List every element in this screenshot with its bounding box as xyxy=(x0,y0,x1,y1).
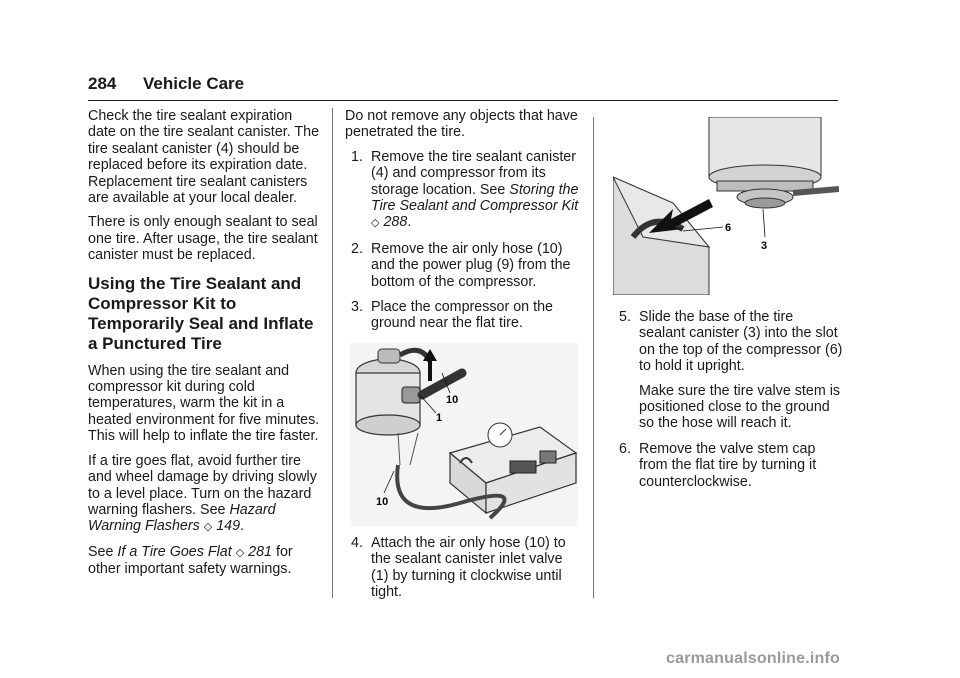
step-6: 6. Remove the valve stem cap from the flat tire by turning it counterclockwise. xyxy=(619,440,817,490)
page-number: 284 xyxy=(88,74,117,93)
figure-label-1: 1 xyxy=(436,412,443,424)
step-5-note: Make sure the tire valve stem is positioned close to the ground so the hose will reach it. xyxy=(639,382,841,432)
page-ref-281[interactable]: 281 xyxy=(248,543,273,560)
figure-label-10-top: 10 xyxy=(446,394,459,406)
step-1: 1. Remove the tire sealant canister (4) and compressor from its storage location. See Storing the Tire Sealant and Compressor Kit ◇ 288. xyxy=(351,148,579,231)
section-heading: Using the Tire Sealant and Compressor Kit to Temporarily Seal and Inflate a Punctured Tire xyxy=(88,273,314,353)
figure-canister-slot xyxy=(613,117,839,295)
column-2-lower xyxy=(345,535,581,610)
figure-label-3: 3 xyxy=(761,240,768,252)
paragraph-one-tire: There is only enough sealant to seal one tire. After usage, the tire sealant canister must be replaced. xyxy=(88,214,318,264)
figure-label-10-bottom: 10 xyxy=(376,496,389,508)
paragraph-see-flat: See If a Tire Goes Flat ◇ 281 for other important safety warnings. xyxy=(88,543,293,578)
column-1 xyxy=(88,108,320,586)
section-title: Vehicle Care xyxy=(143,74,245,93)
link-hazard-warning-flashers[interactable]: Hazard Warning Flashers xyxy=(88,501,276,535)
paragraph-flat: If a tire goes flat, avoid further tire and wheel damage by driving slowly to a level place. Turn on the hazard warning flashers. See Hazard Warning Flashers ◇ 149. xyxy=(88,452,317,535)
column-divider-1 xyxy=(332,108,333,598)
canister-slot-illustration xyxy=(613,117,839,295)
step-2: 2. Remove the air only hose (10) and the power plug (9) from the bottom of the compressor. xyxy=(351,240,571,290)
compressor-illustration xyxy=(350,343,578,526)
paragraph-expiration: Check the tire sealant expiration date on the tire sealant canister. The tire sealant canister (4) should be replaced before its expiration date. Replacement tire sealant canisters are available at your local dealer. xyxy=(88,108,320,207)
paragraph-do-not-remove: Do not remove any objects that have penetrated the tire. xyxy=(345,108,578,141)
paragraph-cold: When using the tire sealant and compressor kit during cold temperatures, warm the kit in a heated environment for five minutes. This will help to inflate the tire faster. xyxy=(88,362,320,445)
figure-compressor-hose xyxy=(350,343,578,526)
steps-list-a xyxy=(345,149,581,332)
page-ref-149[interactable]: 149 xyxy=(216,518,241,535)
column-2 xyxy=(345,108,581,341)
page-ref-288[interactable]: 288 xyxy=(383,214,408,231)
step-3: 3. Place the compressor on the ground near the flat tire. xyxy=(351,299,553,332)
column-3 xyxy=(613,309,843,499)
page-ref-icon: ◇ xyxy=(235,546,245,559)
link-if-a-tire-goes-flat[interactable]: If a Tire Goes Flat xyxy=(117,543,232,560)
step-4: 4. Attach the air only hose (10) to the sealant canister inlet valve (1) by turning it clockwise until tight. xyxy=(351,535,566,601)
step-5: 5. Slide the base of the tire sealant canister (3) into the slot on the top of the compressor (6) to hold it upright. Make sure the tire valve stem is positioned close to the ground so the hose will reach it. xyxy=(619,309,843,432)
column-divider-2 xyxy=(593,117,594,598)
page-ref-icon: ◇ xyxy=(203,521,213,534)
steps-list-c xyxy=(613,309,843,490)
steps-list-b xyxy=(345,535,581,601)
figure-label-6: 6 xyxy=(725,222,732,234)
watermark: carmanualsonline.info xyxy=(666,650,841,667)
link-storing-kit[interactable]: Storing the Tire Sealant and Compressor Kit xyxy=(371,181,579,215)
page-ref-icon: ◇ xyxy=(371,217,380,230)
page-header xyxy=(88,74,838,101)
